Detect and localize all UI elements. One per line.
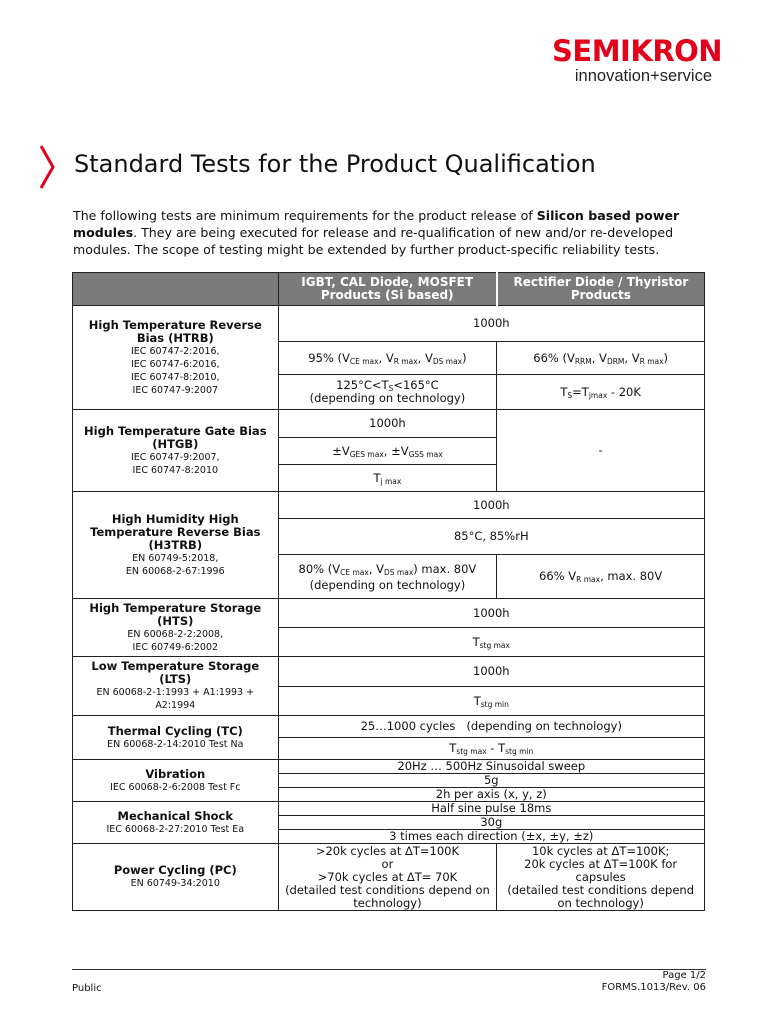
h3trb-rect: 66% $V_{R max}$, max. 80V	[497, 555, 705, 599]
test-standard: IEC 60747-2:2016,	[131, 345, 220, 357]
test-h3trb	[73, 492, 279, 599]
test-standard: IEC 60068-2-6:2008 Test Fc	[110, 781, 241, 793]
htrb-igbt-voltage: 95% ($V_{CE max}$, $V_{R max}$, $V_{DS max}$)	[278, 342, 497, 375]
table-row	[73, 306, 705, 342]
table-row	[73, 599, 705, 628]
lts-duration: 1000h	[278, 657, 704, 687]
test-standard: IEC 60747-8:2010,	[131, 371, 220, 383]
intro-paragraph	[73, 207, 709, 258]
hts-temp: $T_{stg max}$	[278, 628, 704, 657]
pc-igbt: >20k cycles at ΔT=100K or >70k cycles at ΔT= 70K (detailed test conditions depend on technology)	[278, 844, 497, 911]
htrb-igbt-temp: $125^\circ C<T_S<165^\circ C$ (depending on technology)	[278, 375, 497, 410]
test-name: Vibration	[145, 766, 206, 781]
htrb-rect-temp: $T_S=T_{jmax} - 20K$	[497, 375, 705, 410]
test-tc	[73, 716, 279, 760]
table-row	[73, 410, 705, 438]
header-rectifier: Rectifier Diode / Thyristor Products	[497, 273, 705, 306]
test-name: Thermal Cycling (TC)	[107, 723, 243, 738]
table-row	[73, 760, 705, 774]
test-standard: EN 60068-2-67:1996	[125, 565, 225, 577]
vib-sweep: 20Hz … 500Hz Sinusoidal sweep	[278, 760, 704, 774]
test-htrb	[73, 306, 279, 410]
test-htgb	[73, 410, 279, 492]
table-header-row	[73, 273, 705, 306]
test-standard: EN 60749-5:2018,	[132, 552, 219, 564]
test-name: High Temperature Storage (HTS)	[89, 600, 262, 628]
test-name: Mechanical Shock	[117, 808, 234, 823]
test-standard: IEC 60747-9:2007	[132, 384, 219, 396]
header-test	[73, 273, 279, 306]
test-power-cycling	[73, 844, 279, 911]
test-name: High Temperature Reverse Bias (HTRB)	[88, 317, 262, 345]
test-mechanical-shock	[73, 802, 279, 844]
pc-rect: 10k cycles at ΔT=100K; 20k cycles at ΔT=100K for capsules (detailed test conditions depend on technology)	[497, 844, 705, 911]
footer-meta	[500, 970, 706, 994]
footer-form: FORMS.1013/Rev. 06	[601, 982, 706, 993]
tc-range: $T_{stg max} - T_{stg min}$	[278, 738, 704, 760]
h3trb-duration: 1000h	[278, 492, 704, 519]
test-name: Low Temperature Storage (LTS)	[91, 659, 260, 686]
h3trb-igbt: 80% ($V_{CE max}$, $V_{DS max}$) max. 80V (depending on technology)	[278, 555, 497, 599]
intro-text-1: The following tests are minimum requirements for the product release of	[73, 208, 537, 223]
footer-page: Page 1/2	[662, 970, 706, 981]
table-row	[73, 657, 705, 687]
logo-tagline: innovation+service	[574, 67, 712, 85]
shock-pulse: Half sine pulse 18ms	[278, 802, 704, 816]
htgb-voltage: $\pm V_{GES max}$, $\pm V_{GSS max}$	[278, 438, 497, 465]
test-standard: IEC 60068-2-27:2010 Test Ea	[106, 823, 245, 835]
test-standard: IEC 60747-6:2016,	[131, 358, 220, 370]
qualification-table	[72, 272, 705, 911]
test-standard: EN 60068-2-2:2008,	[127, 628, 224, 640]
logo-brand: SEMIKRON	[552, 34, 723, 68]
test-vibration	[73, 760, 279, 802]
chevron-right-icon	[38, 144, 56, 190]
test-name: Power Cycling (PC)	[113, 863, 237, 877]
test-standard: EN 60068-2-1:1993 + A1:1993 + A2:1994	[96, 687, 255, 711]
test-standard: IEC 60747-9:2007,	[131, 451, 220, 463]
semikron-logo	[552, 34, 723, 85]
htgb-rect: -	[497, 410, 705, 492]
htrb-duration: 1000h	[278, 306, 704, 342]
shock-directions: 3 times each direction (±x, ±y, ±z)	[278, 830, 704, 844]
test-standard: EN 60068-2-14:2010 Test Na	[107, 738, 244, 750]
intro-text-2: . They are being executed for release and re-qualification of new and/or re-developed modules. The scope of testing might be extended by further product-specific reliability tests.	[73, 225, 674, 257]
h3trb-climate: 85°C, 85%rH	[278, 519, 704, 555]
footer-classification: Public	[72, 983, 102, 994]
table-row	[73, 492, 705, 519]
table-row	[73, 716, 705, 738]
test-lts	[73, 657, 279, 716]
table-row	[73, 802, 705, 816]
shock-accel: 30g	[278, 816, 704, 830]
intro-bold: Silicon based power modules	[73, 208, 680, 240]
htgb-duration: 1000h	[278, 410, 497, 438]
hts-duration: 1000h	[278, 599, 704, 628]
table-row	[73, 844, 705, 911]
test-standard: IEC 60749-6:2002	[132, 641, 219, 653]
test-hts	[73, 599, 279, 657]
test-standard: EN 60749-34:2010	[130, 878, 220, 889]
htgb-temp: $T_{j max}$	[278, 465, 497, 492]
header-igbt: IGBT, CAL Diode, MOSFET Products (Si based)	[278, 273, 497, 306]
test-name: High Humidity High Temperature Reverse Bias (H3TRB)	[90, 511, 261, 552]
vib-accel: 5g	[278, 774, 704, 788]
lts-temp: $T_{stg min}$	[278, 687, 704, 716]
page-title: Standard Tests for the Product Qualification	[74, 150, 596, 178]
test-standard: IEC 60747-8:2010	[132, 464, 219, 476]
tc-cycles: 25…1000 cycles (depending on technology)	[278, 716, 704, 738]
test-name: High Temperature Gate Bias (HTGB)	[84, 423, 267, 451]
htrb-rect-voltage: 66% ($V_{RRM}$, $V_{DRM}$, $V_{R max}$)	[497, 342, 705, 375]
vib-duration: 2h per axis (x, y, z)	[278, 788, 704, 802]
